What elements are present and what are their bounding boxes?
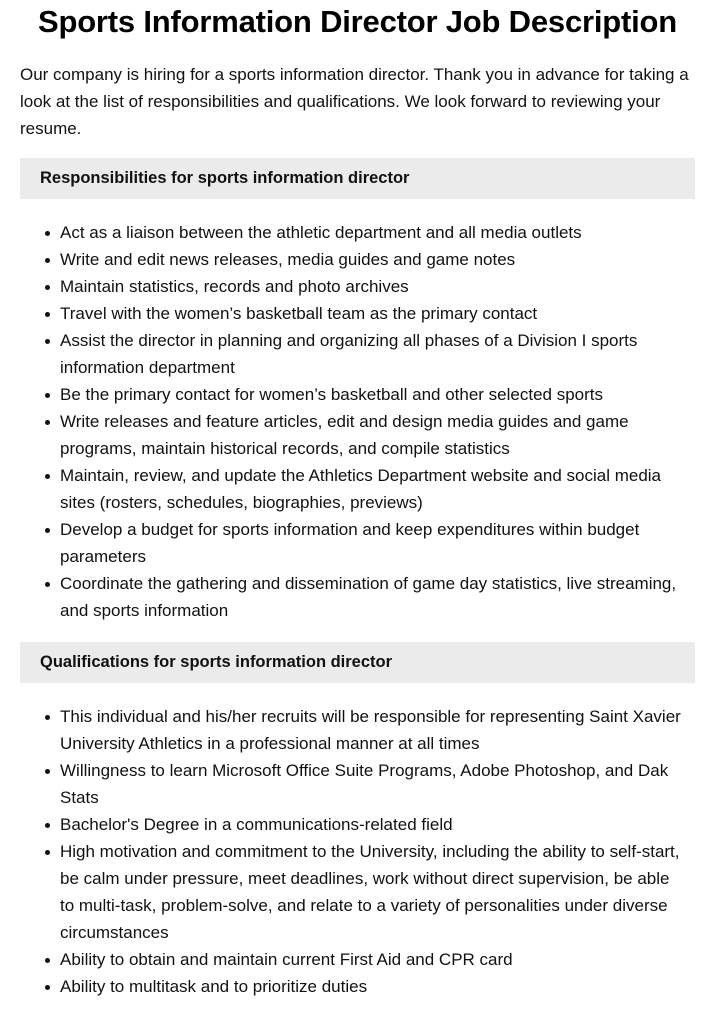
list-item: Travel with the women’s basketball team as the primary contact — [60, 300, 695, 327]
list-item: Willingness to learn Microsoft Office Suite Programs, Adobe Photoshop, and Dak Stats — [60, 757, 695, 811]
qualifications-heading: Qualifications for sports information director — [20, 642, 695, 683]
list-item: Be the primary contact for women’s basketball and other selected sports — [60, 381, 695, 408]
list-item: Assist the director in planning and organizing all phases of a Division I sports information department — [60, 327, 695, 381]
list-item: Coordinate the gathering and dissemination of game day statistics, live streaming, and sports information — [60, 570, 695, 624]
list-item: Ability to multitask and to prioritize duties — [60, 973, 695, 1000]
list-item: Ability to obtain and maintain current First Aid and CPR card — [60, 946, 695, 973]
responsibilities-heading: Responsibilities for sports information director — [20, 158, 695, 199]
list-item: Maintain statistics, records and photo archives — [60, 273, 695, 300]
list-item: Develop a budget for sports information and keep expenditures within budget parameters — [60, 516, 695, 570]
list-item: Write releases and feature articles, edit and design media guides and game programs, maintain historical records, and compile statistics — [60, 408, 695, 462]
list-item: High motivation and commitment to the University, including the ability to self-start, be calm under pressure, meet deadlines, work without direct supervision, be able to multi-task, problem-solve, and relate to a variety of personalities under diverse circumstances — [60, 838, 695, 946]
qualifications-list — [20, 703, 695, 1000]
list-item: Write and edit news releases, media guides and game notes — [60, 246, 695, 273]
list-item: This individual and his/her recruits will be responsible for representing Saint Xavier University Athletics in a professional manner at all times — [60, 703, 695, 757]
list-item: Act as a liaison between the athletic department and all media outlets — [60, 219, 695, 246]
list-item: Maintain, review, and update the Athletics Department website and social media sites (rosters, schedules, biographies, previews) — [60, 462, 695, 516]
list-item: Bachelor's Degree in a communications-related field — [60, 811, 695, 838]
page-title: Sports Information Director Job Description — [37, 4, 678, 39]
responsibilities-list — [20, 219, 695, 624]
intro-paragraph: Our company is hiring for a sports information director. Thank you in advance for taking a look at the list of responsibilities and qualifications. We look forward to reviewing your resume. — [20, 65, 689, 138]
